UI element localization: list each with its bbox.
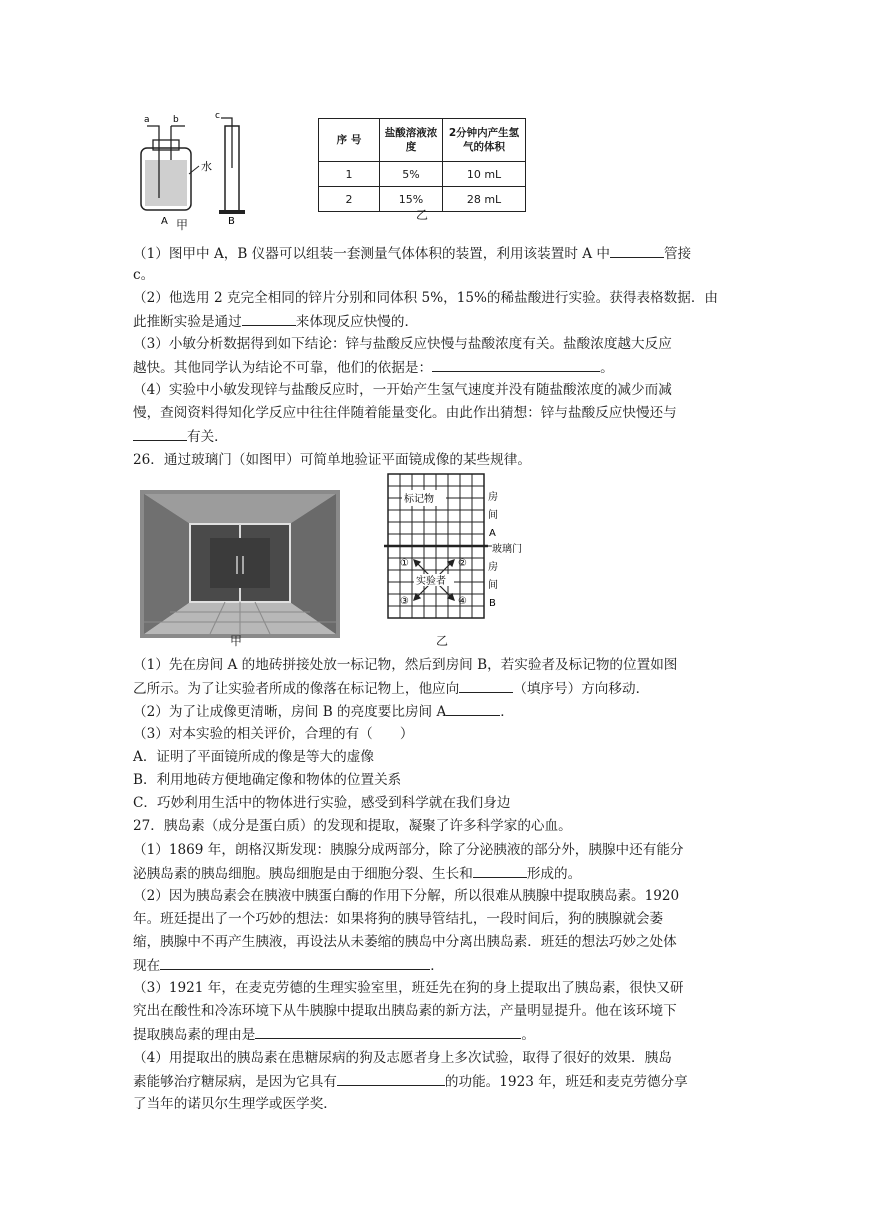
q27-line-13: 了当年的诺贝尔生理学或医学奖． (133, 1096, 337, 1112)
q27-line-4: （2）因为胰岛素会在胰液中胰蛋白酶的作用下分解，所以很难从胰腺中提取胰岛素。1920 (133, 888, 680, 904)
answer-blank[interactable] (446, 701, 500, 716)
table-cell: 1 (319, 162, 380, 187)
mirror-grid-figure (384, 470, 534, 630)
marker-label: 标记物 (404, 494, 434, 505)
direction-2: ② (458, 558, 467, 569)
answer-blank[interactable] (610, 243, 664, 258)
q27-line-11: （4）用提取出的胰岛素在患糖尿病的狗及志愿者身上多次试验，取得了很好的效果．胰岛 (133, 1050, 672, 1066)
q27-line-3: 泌胰岛素的胰岛细胞。胰岛细胞是由于细胞分裂、生长和 形成的。 (133, 863, 581, 884)
answer-blank[interactable] (337, 1071, 445, 1086)
answer-blank[interactable] (432, 357, 600, 372)
table-cell: 10 mL (443, 162, 526, 187)
table-caption: 乙 (416, 208, 429, 222)
table-cell: 28 mL (443, 187, 526, 212)
table-cell: 5% (380, 162, 443, 187)
label-a: a (144, 115, 150, 125)
q26-line-1: （1）先在房间 A 的地砖拼接处放一标记物，然后到房间 B，若实验者及标记物的位置如图 (133, 657, 678, 673)
q25-line-1: （1）图甲中 A，B 仪器可以组装一套测量气体体积的装置，利用该装置时 A 中 管接 (133, 243, 691, 264)
q25-line-4: 此推断实验是通过 来体现反应快慢的． (133, 311, 418, 332)
table-row (319, 162, 526, 187)
label-b: b (173, 115, 179, 125)
roomA-label-1: 房 (488, 492, 498, 503)
answer-blank[interactable] (242, 311, 296, 326)
direction-3: ③ (400, 596, 409, 607)
table-cell: 15% (380, 187, 443, 212)
photo-caption: 甲 (230, 634, 243, 648)
door-label: 玻璃门 (492, 544, 522, 555)
q27-line-2: （1）1869 年，朗格汉斯发现：胰腺分成两部分，除了分泌胰液的部分外，胰腺中还有能分 (133, 842, 684, 858)
label-A: A (161, 216, 168, 227)
table-header-cell: 2分钟内产生氢气的体积 (443, 119, 526, 162)
direction-1: ① (400, 558, 409, 569)
roomA-label-2: 间 (488, 510, 498, 521)
q25-line-2: c。 (133, 267, 155, 283)
q27-line-9: 究出在酸性和冷冻环境下从牛胰腺中提取出胰岛素的新方法，产量明显提升。他在该环境下 (133, 1003, 677, 1019)
q27-line-5: 年。班廷提出了一个巧妙的想法：如果将狗的胰导管结扎，一段时间后，狗的胰腺就会萎 (133, 911, 664, 927)
glass-door-photo (140, 490, 340, 638)
person-label: 实验者 (416, 576, 446, 587)
q25-line-6: 越快。其他同学认为结论不可靠，他们的依据是： 。 (133, 357, 614, 378)
q25-line-3: （2）他选用 2 克完全相同的锌片分别和同体积 5%，15%的稀盐酸进行实验。获得表格数据．由 (133, 290, 719, 306)
answer-blank[interactable] (133, 426, 187, 441)
fig1-caption: 甲 (176, 218, 189, 232)
grid-caption: 乙 (436, 634, 449, 648)
table-header-cell: 盐酸溶液浓度 (380, 119, 443, 162)
roomB-label-1: 房 (488, 562, 498, 573)
q27-line-7: 现在 ． (133, 955, 444, 976)
q27-line-6: 缩，胰腺中不再产生胰液，再设法从未萎缩的胰岛中分离出胰岛素．班廷的想法巧妙之处体 (133, 934, 677, 950)
direction-4: ④ (458, 596, 467, 607)
label-c: c (215, 111, 220, 121)
q25-line-7: （4）实验中小敏发现锌与盐酸反应时，一开始产生氢气速度并没有随盐酸浓度的减少而减 (133, 382, 672, 398)
answer-blank[interactable] (160, 955, 430, 970)
table-cell: 2 (319, 187, 380, 212)
q25-line-8: 慢，查阅资料得知化学反应中往往伴随着能量变化。由此作出猜想：锌与盐酸反应快慢还与 (133, 405, 677, 421)
q26-title: 26．通过玻璃门（如图甲）可简单地验证平面镜成像的某些规律。 (133, 452, 531, 468)
table-header-row (319, 119, 526, 162)
apparatus-figure (133, 108, 263, 232)
label-water: 水 (201, 160, 212, 173)
q26-line-4: （3）对本实验的相关评价，合理的有（ ） (133, 726, 414, 742)
answer-blank[interactable] (473, 863, 527, 878)
q27-line-10: 提取胰岛素的理由是 。 (133, 1024, 535, 1045)
label-B: B (228, 216, 235, 227)
q26-option-B: B．利用地砖方便地确定像和物体的位置关系 (133, 772, 402, 788)
q25-line-5: （3）小敏分析数据得到如下结论：锌与盐酸反应快慢与盐酸浓度有关。盐酸浓度越大反应 (133, 336, 672, 352)
q26-option-C: C．巧妙利用生活中的物体进行实验，感受到科学就在我们身边 (133, 795, 511, 811)
table-header-cell: 序 号 (319, 119, 380, 162)
data-table (318, 118, 526, 212)
q26-option-A: A．证明了平面镜所成的像是等大的虚像 (133, 749, 374, 765)
roomB-label-3: B (489, 598, 496, 609)
q27-line-8: （3）1921 年，在麦克劳德的生理实验室里，班廷先在狗的身上提取出了胰岛素，很快又研 (133, 980, 684, 996)
answer-blank[interactable] (459, 678, 513, 693)
q26-line-3: （2）为了让成像更清晰，房间 B 的亮度要比房间 A ． (133, 701, 514, 722)
q25-line-9: 有关． (133, 426, 228, 447)
q26-line-2: 乙所示。为了让实验者所成的像落在标记物上，他应向 （填序号）方向移动． (133, 678, 649, 699)
roomA-label-3: A (489, 528, 496, 539)
roomB-label-2: 间 (488, 580, 498, 591)
q27-title: 27．胰岛素（成分是蛋白质）的发现和提取，凝聚了许多科学家的心血。 (133, 818, 572, 834)
q27-line-12: 素能够治疗糖尿病，是因为它具有 的功能。1923 年，班廷和麦克劳德分享 (133, 1071, 688, 1092)
answer-blank[interactable] (255, 1024, 521, 1039)
